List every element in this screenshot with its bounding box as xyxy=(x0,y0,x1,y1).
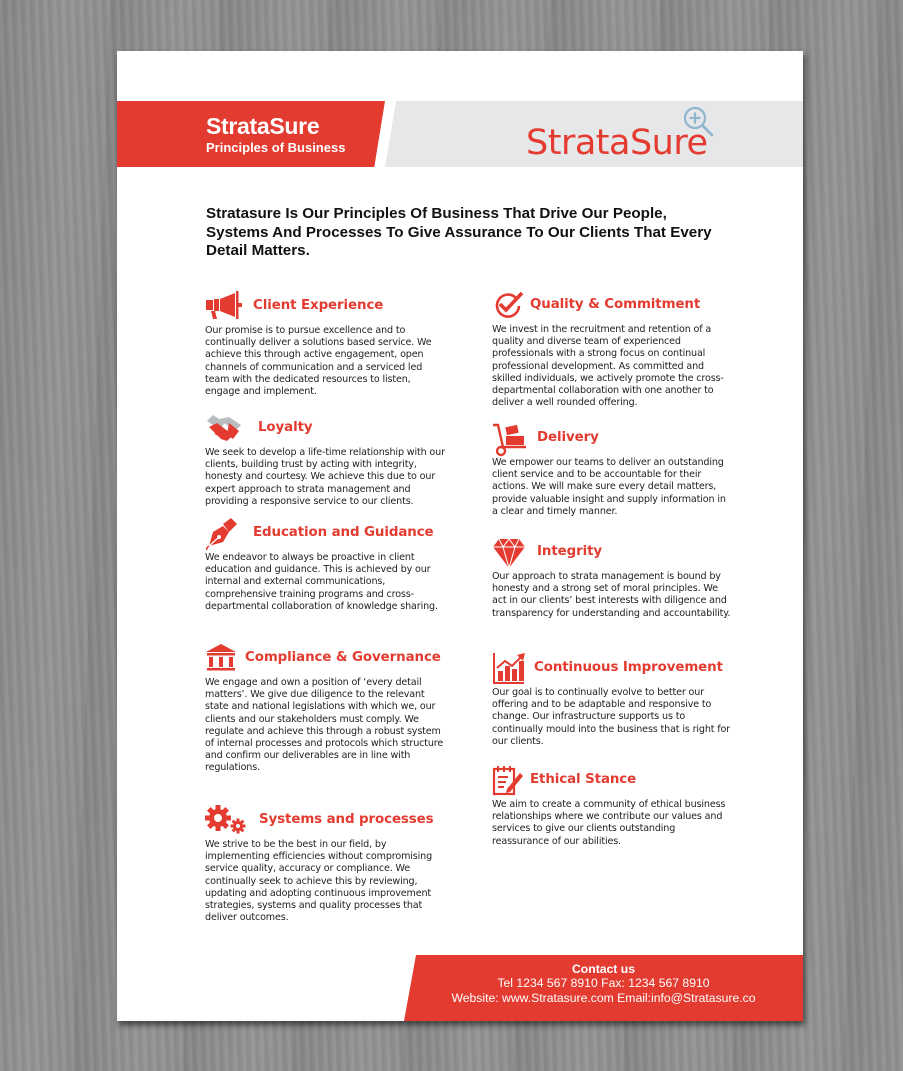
gears-icon xyxy=(205,805,249,835)
header-subtitle: Principles of Business xyxy=(206,140,346,155)
section-title: Delivery xyxy=(537,430,599,445)
handshake-icon xyxy=(205,413,243,443)
section-body: We endeavor to always be proactive in client education and guidance. This is achieved by our internal and external communications, comprehensive training programs and cross-departmental collaboration of knowledge sharing. xyxy=(205,552,438,612)
check-circle-icon xyxy=(492,290,524,320)
section-loyalty xyxy=(205,413,445,508)
section-body: We engage and own a position of ‘every detail matters’. We give due diligence to the relevant state and national legislations with which we, our clients and our stakeholders must comply. We regulate and achieve this through a robust system of internal processes and protocols which structure and confirm our deliverables are in line with regulations. xyxy=(205,677,444,774)
section-delivery xyxy=(492,423,732,518)
logo-wordmark: StrataSure xyxy=(526,123,708,163)
section-body: Our approach to strata management is bound by honesty and a strong set of moral principles. We act in our clients’ best interests with diligence and transparency for understanding and accountability. xyxy=(492,571,731,619)
brochure-page xyxy=(117,51,803,1021)
section-body: We seek to develop a life-time relationship with our clients, building trust by acting with integrity, honesty and courtesy. We achieve this due to our expert approach to strata management and providing a responsive service to our clients. xyxy=(205,447,445,507)
section-systems-and-processes xyxy=(205,805,445,924)
section-ethical-stance xyxy=(492,765,732,848)
section-body: Our promise is to pursue excellence and to continually deliver a solutions based service. We achieve this through active engagement, open channels of communication and a serviced led team with the dedicated resources to listen, engage and implement. xyxy=(205,325,432,398)
section-body: Our goal is to continually evolve to better our offering and to be adaptable and responsive to change. Our infrastructure supports us to continually mould into the business that is right for our clients. xyxy=(492,687,731,747)
section-body: We empower our teams to deliver an outstanding client service and to be accountable for their actions. We will make sure every detail matters, provide valuable insight and supply information in a clear and timely manner. xyxy=(492,457,726,517)
section-client-experience xyxy=(205,291,445,398)
notepad-pen-icon xyxy=(492,765,524,797)
section-title: Quality & Commitment xyxy=(530,297,701,312)
section-title: Client Experience xyxy=(253,298,384,313)
footer-title: Contact us xyxy=(572,962,635,976)
section-education-and-guidance xyxy=(205,518,445,613)
megaphone-icon xyxy=(205,291,243,321)
footer-phone-fax: Tel 1234 567 8910 Fax: 1234 567 8910 xyxy=(497,976,710,990)
section-title: Ethical Stance xyxy=(530,772,637,787)
section-compliance-and-governance xyxy=(205,643,445,775)
section-body: We aim to create a community of ethical business relationships where we contribute our values and services to give our clients outstanding reassurance of our abilities. xyxy=(492,799,726,847)
footer-contact xyxy=(404,962,803,1006)
footer-website-email: Website: www.Stratasure.com Email:info@Stratasure.co xyxy=(451,991,756,1005)
magnifier-plus-icon xyxy=(681,104,717,140)
header-brand: StrataSure xyxy=(206,113,320,139)
diamond-icon xyxy=(492,537,526,569)
growth-chart-icon xyxy=(492,653,526,685)
section-continuous-improvement xyxy=(492,653,732,748)
section-title: Compliance & Governance xyxy=(245,650,441,665)
section-title: Continuous Improvement xyxy=(534,660,723,675)
hand-truck-icon xyxy=(492,423,528,457)
section-title: Systems and processes xyxy=(259,812,434,827)
section-title: Loyalty xyxy=(258,420,313,435)
fountain-pen-icon xyxy=(205,518,241,550)
courthouse-icon xyxy=(205,643,237,673)
section-integrity xyxy=(492,537,732,620)
section-body: We invest in the recruitment and retention of a quality and diverse team of experienced professionals with a strong focus on continual professional development. As committed and skilled individuals, we actively promote the cross-departmental collaboration with one another to deliver a well rounded offering. xyxy=(492,324,724,409)
intro-statement: Stratasure Is Our Principles Of Business That Drive Our People, Systems And Processes To Give Assurance To Our Clients That Every Detail Matters. xyxy=(206,205,712,259)
section-quality-and-commitment xyxy=(492,290,732,409)
section-title: Integrity xyxy=(537,544,603,559)
section-title: Education and Guidance xyxy=(253,525,434,540)
section-body: We strive to be the best in our field, by implementing efficiencies without compromising service quality, accuracy or compliance. We continually seek to achieve this by reviewing, updating and adopting continuous improvement strategies, systems and quality processes that deliver outcomes. xyxy=(205,839,433,924)
